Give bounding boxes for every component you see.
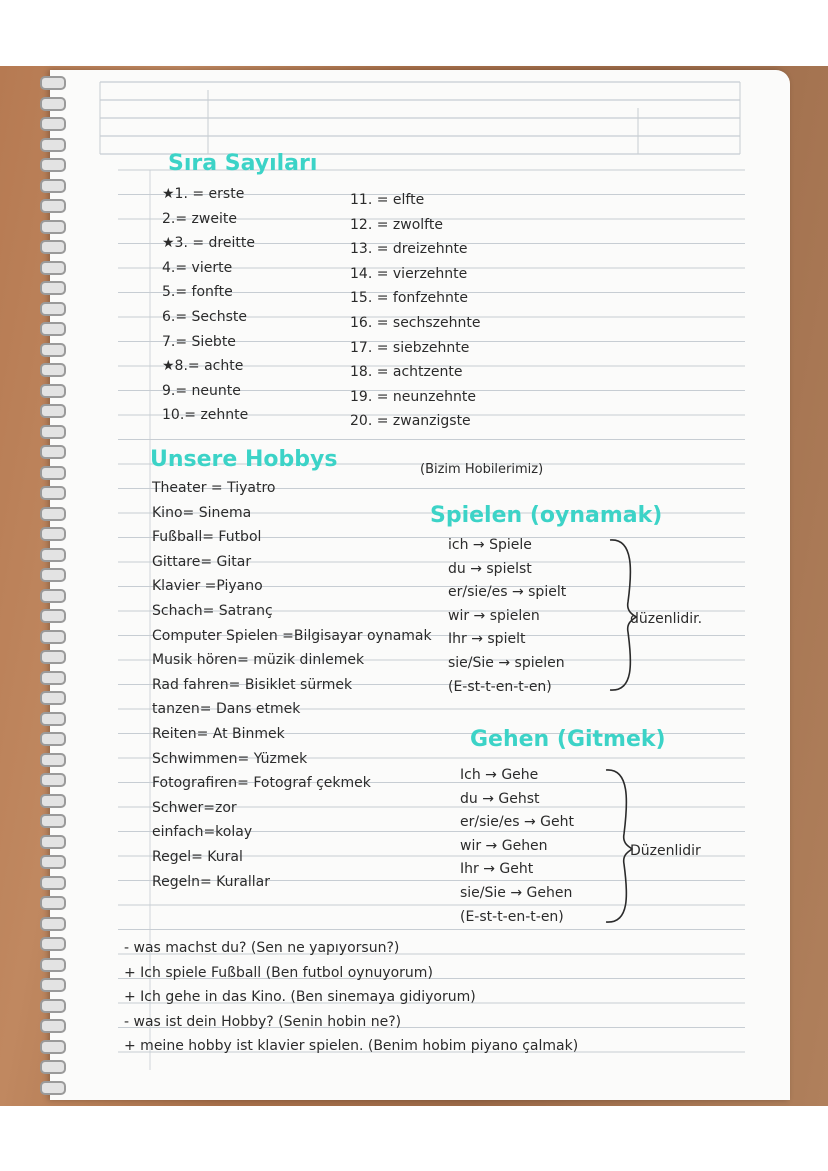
spiral-ring — [40, 958, 66, 972]
s1-right-item: 14. = vierzehnte — [350, 265, 468, 282]
s1-right-item: 15. = fonfzehnte — [350, 290, 469, 307]
spiral-ring — [40, 630, 66, 644]
s1-left-item: 10.= zehnte — [162, 407, 249, 424]
spiral-ring — [40, 220, 66, 234]
vocab-item: Reiten= At Binmek — [152, 726, 285, 742]
s1-right-item: 11. = elfte — [350, 192, 425, 208]
spiral-ring — [40, 732, 66, 746]
vocab-item: Rad fahren= Bisiklet sürmek — [152, 676, 353, 693]
gehen-forms-item: Ihr → Geht — [460, 861, 534, 878]
spiral-ring — [40, 876, 66, 890]
spiral-ring — [40, 917, 66, 931]
spielen-forms-item: (E-st-t-en-t-en) — [448, 678, 552, 695]
dialog-item: - was machst du? (Sen ne yapıyorsun?) — [124, 940, 400, 956]
spiral-ring — [40, 302, 66, 316]
spielen-forms-item: sie/Sie → spielen — [448, 655, 565, 671]
spiral-ring — [40, 97, 66, 111]
spiral-ring — [40, 835, 66, 849]
gehen-forms-item: (E-st-t-en-t-en) — [460, 908, 564, 925]
spiral-ring — [40, 1040, 66, 1054]
spiral-ring — [40, 138, 66, 152]
spiral-ring — [40, 773, 66, 787]
spielen-note: düzenlidir. — [630, 611, 703, 627]
vocab-item: Schwer=zor — [152, 799, 237, 816]
spiral-ring — [40, 650, 66, 664]
dialog-item: + Ich gehe in das Kino. (Ben sinemaya gidiyorum) — [124, 989, 476, 1006]
spiral-ring — [40, 281, 66, 295]
spiral-ring — [40, 466, 66, 480]
spiral-ring — [40, 691, 66, 705]
vocab-item: Schach= Satranç — [152, 603, 273, 619]
spiral-ring — [40, 1081, 66, 1095]
spiral-ring — [40, 486, 66, 500]
s1-left-item: 7.= Siebte — [162, 333, 236, 350]
spielen-forms-item: ich → Spiele — [448, 537, 532, 553]
vocab-item: Computer Spielen =Bilgisayar oynamak — [152, 627, 432, 644]
spiral-ring — [40, 158, 66, 172]
s1-right-item: 16. = sechszehnte — [350, 315, 481, 331]
spiral-ring — [40, 404, 66, 418]
spiral-ring — [40, 363, 66, 377]
s1-right-item: 18. = achtzente — [350, 364, 463, 381]
vocab-item: Klavier =Piyano — [152, 578, 263, 595]
s1-left-item: 5.= fonfte — [162, 284, 233, 301]
vocab-item: Fußball= Futbol — [152, 529, 262, 546]
spiral-ring — [40, 343, 66, 357]
spiral-ring — [40, 794, 66, 808]
gehen-forms-item: Ich → Gehe — [460, 767, 539, 783]
spiral-ring — [40, 322, 66, 336]
spiral-ring — [40, 896, 66, 910]
vocab-item: Theater = Tiyatro — [152, 480, 276, 496]
spiral-ring — [40, 1060, 66, 1074]
spiral-ring — [40, 425, 66, 439]
spiral-ring — [40, 199, 66, 213]
spiral-ring — [40, 753, 66, 767]
vocab-item: Gittare= Gitar — [152, 553, 252, 570]
section2-subtitle: (Bizim Hobilerimiz) — [420, 462, 544, 477]
spiral-ring — [40, 568, 66, 582]
vocab-item: Fotografiren= Fotograf çekmek — [152, 775, 371, 792]
spiral-ring — [40, 240, 66, 254]
s1-right-item: 20. = zwanzigste — [350, 413, 471, 430]
spiral-ring — [40, 261, 66, 275]
s1-left-item: ★8.= achte — [162, 358, 244, 375]
s1-left-item: ★3. = dreitte — [162, 235, 255, 252]
spiral-ring — [40, 671, 66, 685]
vocab-item: tanzen= Dans etmek — [152, 701, 301, 718]
s1-left-item: 4.= vierte — [162, 259, 233, 276]
s1-left-item: ★1. = erste — [162, 186, 245, 202]
dialog-item: + Ich spiele Fußball (Ben futbol oynuyorum) — [124, 964, 433, 981]
s1-left-item: 9.= neunte — [162, 382, 241, 399]
spielen-forms-item: Ihr → spielt — [448, 631, 526, 648]
spiral-ring — [40, 527, 66, 541]
s1-left-item: 6.= Sechste — [162, 309, 248, 325]
spiral-ring — [40, 814, 66, 828]
section2-title: Unsere Hobbys — [150, 447, 338, 472]
dialog-item: + meine hobby ist klavier spielen. (Benim hobim piyano çalmak) — [124, 1038, 579, 1055]
spiral-ring — [40, 937, 66, 951]
spielen-forms-item: wir → spielen — [448, 607, 540, 624]
vocab-item: einfach=kolay — [152, 824, 253, 841]
spiral-ring — [40, 548, 66, 562]
gehen-title: Gehen (Gitmek) — [470, 727, 666, 752]
gehen-note: Düzenlidir — [630, 843, 701, 859]
spielen-title: Spielen (oynamak) — [430, 503, 663, 528]
vocab-item: Schwimmen= Yüzmek — [152, 750, 308, 767]
vocab-item: Regel= Kural — [152, 849, 243, 865]
spiral-ring — [40, 1019, 66, 1033]
dialog-item: - was ist dein Hobby? (Senin hobin ne?) — [124, 1013, 402, 1030]
gehen-forms-item: sie/Sie → Gehen — [460, 885, 573, 901]
spiral-ring — [40, 384, 66, 398]
spiral-ring — [40, 445, 66, 459]
spiral-ring — [40, 76, 66, 90]
spiral-ring — [40, 117, 66, 131]
s1-right-item: 19. = neunzehnte — [350, 388, 476, 405]
s1-left-item: 2.= zweite — [162, 210, 237, 227]
spiral-ring — [40, 999, 66, 1013]
vocab-item: Musik hören= müzik dinlemek — [152, 652, 365, 669]
spiral-ring — [40, 609, 66, 623]
s1-right-item: 17. = siebzehnte — [350, 339, 470, 356]
gehen-forms-item: er/sie/es → Geht — [460, 814, 574, 831]
s1-right-item: 13. = dreizehnte — [350, 241, 468, 258]
spielen-forms-item: du → spielst — [448, 560, 532, 577]
spiral-ring — [40, 855, 66, 869]
s1-right-item: 12. = zwolfte — [350, 216, 443, 233]
vocab-item: Regeln= Kurallar — [152, 873, 270, 890]
gehen-forms-item: du → Gehst — [460, 790, 540, 807]
spiral-ring — [40, 507, 66, 521]
spiral-ring — [40, 179, 66, 193]
spiral-ring — [40, 712, 66, 726]
gehen-forms-item: wir → Gehen — [460, 837, 548, 854]
spiral-ring — [40, 589, 66, 603]
spiral-ring — [40, 978, 66, 992]
section1-title: Sıra Sayıları — [168, 151, 318, 176]
spielen-forms-item: er/sie/es → spielt — [448, 584, 567, 601]
vocab-item: Kino= Sinema — [152, 504, 252, 521]
